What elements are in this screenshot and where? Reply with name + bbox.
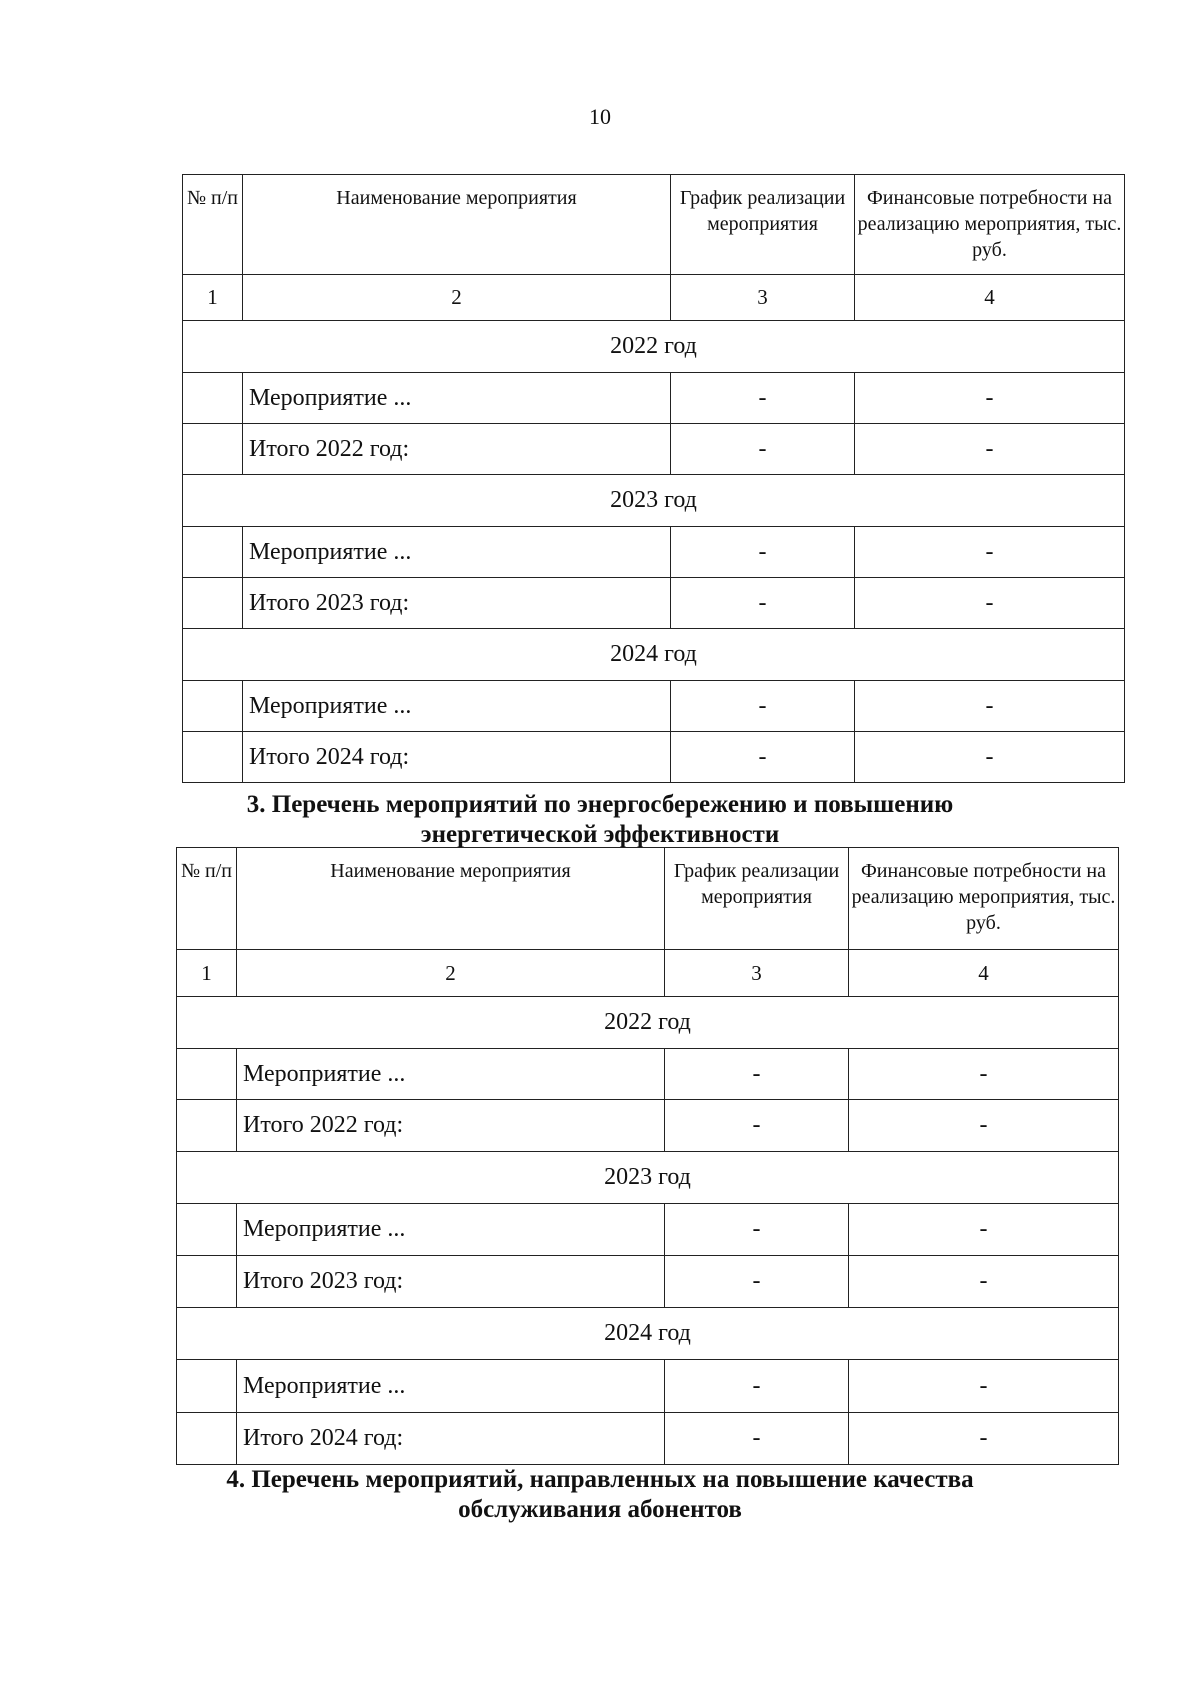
total-row <box>183 578 1125 629</box>
section-3-heading-line2: энергетической эффективности <box>420 821 780 848</box>
row-number <box>183 373 243 424</box>
year-label: 2023 год <box>183 475 1125 527</box>
column-index-row <box>177 950 1119 997</box>
table-header-row <box>183 175 1125 275</box>
header-name: Наименование мероприятия <box>237 848 665 950</box>
event-name: Мероприятие ... <box>237 1360 665 1413</box>
schedule-value: - <box>665 1049 849 1100</box>
year-row <box>177 997 1119 1049</box>
row-number <box>177 1413 237 1465</box>
column-index: 4 <box>849 950 1119 997</box>
table-header-row <box>177 848 1119 950</box>
row-number <box>183 578 243 629</box>
finance-value: - <box>855 732 1125 783</box>
header-finance: Финансовые потребности на реализацию мероприятия, тыс. руб. <box>855 175 1125 275</box>
finance-value: - <box>855 527 1125 578</box>
column-index: 3 <box>665 950 849 997</box>
table-row <box>183 527 1125 578</box>
table-row <box>183 681 1125 732</box>
finance-value: - <box>849 1413 1119 1465</box>
section-4-heading <box>0 1465 1200 1525</box>
column-index: 4 <box>855 275 1125 321</box>
total-label: Итого 2024 год: <box>237 1413 665 1465</box>
header-num: № п/п <box>183 175 243 275</box>
year-label: 2024 год <box>177 1308 1119 1360</box>
schedule-value: - <box>671 424 855 475</box>
event-name: Мероприятие ... <box>243 681 671 732</box>
row-number <box>183 681 243 732</box>
event-name: Мероприятие ... <box>243 527 671 578</box>
total-row <box>177 1413 1119 1465</box>
column-index: 3 <box>671 275 855 321</box>
total-label: Итого 2024 год: <box>243 732 671 783</box>
table-row <box>183 373 1125 424</box>
table-row <box>177 1360 1119 1413</box>
total-label: Итого 2022 год: <box>243 424 671 475</box>
year-label: 2023 год <box>177 1152 1119 1204</box>
event-name: Мероприятие ... <box>237 1204 665 1256</box>
header-name: Наименование мероприятия <box>243 175 671 275</box>
header-schedule: График реализации мероприятия <box>671 175 855 275</box>
column-index: 1 <box>183 275 243 321</box>
schedule-value: - <box>671 373 855 424</box>
row-number <box>177 1204 237 1256</box>
header-finance: Финансовые потребности на реализацию мероприятия, тыс. руб. <box>849 848 1119 950</box>
table-row <box>177 1049 1119 1100</box>
row-number <box>177 1360 237 1413</box>
schedule-value: - <box>665 1204 849 1256</box>
finance-value: - <box>849 1204 1119 1256</box>
total-row <box>183 424 1125 475</box>
schedule-value: - <box>665 1100 849 1152</box>
finance-value: - <box>849 1100 1119 1152</box>
row-number <box>177 1256 237 1308</box>
total-row <box>177 1100 1119 1152</box>
year-label: 2022 год <box>183 321 1125 373</box>
header-schedule: График реализации мероприятия <box>665 848 849 950</box>
year-row <box>183 475 1125 527</box>
event-name: Мероприятие ... <box>237 1049 665 1100</box>
row-number <box>183 527 243 578</box>
column-index: 2 <box>243 275 671 321</box>
total-label: Итого 2023 год: <box>243 578 671 629</box>
measures-table-1 <box>182 174 1125 783</box>
finance-value: - <box>849 1256 1119 1308</box>
column-index: 1 <box>177 950 237 997</box>
schedule-value: - <box>671 732 855 783</box>
page-number: 10 <box>589 104 611 129</box>
total-label: Итого 2022 год: <box>237 1100 665 1152</box>
header-num: № п/п <box>177 848 237 950</box>
schedule-value: - <box>665 1256 849 1308</box>
schedule-value: - <box>671 681 855 732</box>
section-4-heading-line2: обслуживания абонентов <box>458 1496 742 1523</box>
row-number <box>177 1100 237 1152</box>
year-row <box>183 629 1125 681</box>
schedule-value: - <box>671 578 855 629</box>
table-row <box>177 1204 1119 1256</box>
column-index: 2 <box>237 950 665 997</box>
year-label: 2022 год <box>177 997 1119 1049</box>
finance-value: - <box>855 681 1125 732</box>
section-3-heading <box>0 790 1200 850</box>
section-4-heading-line1: 4. Перечень мероприятий, направленных на повышение качества <box>226 1466 974 1493</box>
year-row <box>177 1308 1119 1360</box>
finance-value: - <box>855 424 1125 475</box>
total-row <box>177 1256 1119 1308</box>
schedule-value: - <box>665 1360 849 1413</box>
schedule-value: - <box>665 1413 849 1465</box>
year-row <box>177 1152 1119 1204</box>
total-label: Итого 2023 год: <box>237 1256 665 1308</box>
finance-value: - <box>855 373 1125 424</box>
event-name: Мероприятие ... <box>243 373 671 424</box>
column-index-row <box>183 275 1125 321</box>
row-number <box>177 1049 237 1100</box>
row-number <box>183 424 243 475</box>
year-row <box>183 321 1125 373</box>
measures-table-2 <box>176 847 1119 1465</box>
year-label: 2024 год <box>183 629 1125 681</box>
schedule-value: - <box>671 527 855 578</box>
finance-value: - <box>855 578 1125 629</box>
finance-value: - <box>849 1360 1119 1413</box>
finance-value: - <box>849 1049 1119 1100</box>
total-row <box>183 732 1125 783</box>
row-number <box>183 732 243 783</box>
section-3-heading-line1: 3. Перечень мероприятий по энергосбережению и повышению <box>246 791 954 818</box>
